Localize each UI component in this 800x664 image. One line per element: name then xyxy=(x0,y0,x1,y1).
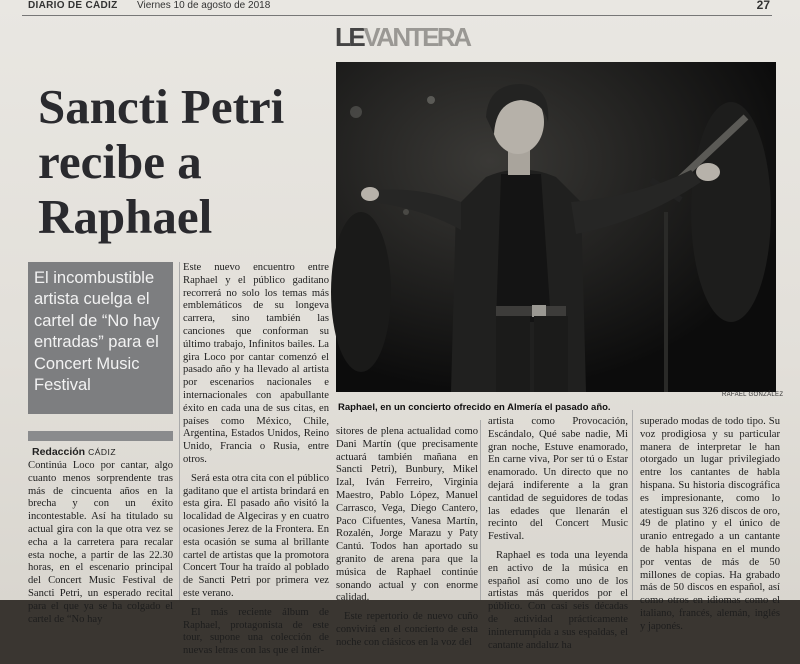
paragraph: superado modas de todo tipo. Su voz prodigiosa y su particular manera de interpretar le han otorgado un lugar privilegiado entre los cantantes de habla hispana. Su historia discográfica es impresionante, como lo atestiguan sus 326 discos de oro, 49 de platino y el único de uranio entregado a un cantante de habla hispana en el mundo por ventas de más de 50 millones de copias. Ha grabado más de 50 discos en español, así como otros en idiomas como el italiano, francés, alemán, inglés y japonés. xyxy=(640,416,780,632)
article-column-4 xyxy=(488,416,628,658)
column-divider xyxy=(632,410,633,600)
photo-credit: RAFAEL GONZÁLEZ xyxy=(722,392,784,398)
subhead: El incombustible artista cuelga el cartel de “No hay entradas” para el Concert Music Festival xyxy=(34,269,160,395)
page-header xyxy=(22,0,770,14)
paragraph: sitores de plena actualidad como Dani Martín (que precisamente actuará también mañana en Sancti Petri), Bunbury, Mikel Izal, Iván Ferreiro, Virginia Maestro, Pablo López, Manuel Carrasco, Vega, Diego Cantero, Paco Cifuentes, Vanesa Martín, Rozalén, Jorge Marazu y Paty Cantú. Todos han aportado su granito de arena para que la música de Raphael continúe sonando actual y con enorme calidad. xyxy=(336,426,478,604)
paragraph: Este repertorio de nuevo cuño convivirá en el concierto de esta noche con clásicos en la voz del xyxy=(336,611,478,648)
paragraph: Este nuevo encuentro entre Raphael y el público gaditano recorrerá no solo los temas más emblemáticos de su longeva carrera, sino también las canciones que conforman su último trabajo, Infinitos bailes. La gira Loco por cantar comenzó el pasado año y ha llevado al artista por escenarios nacionales e internacionales con apabullante éxito en cada una de sus citas, en países como México, Chile, Argentina, Estados Unidos, Reino Unido, Francia o Rusia, entre otros. xyxy=(183,262,329,465)
header-rule xyxy=(22,15,772,16)
column-divider xyxy=(480,420,481,600)
byline-rule xyxy=(28,431,173,441)
article-column-5 xyxy=(640,416,780,640)
page-number: 27 xyxy=(756,0,770,12)
newspaper-name: DIARIO DE CÁDIZ xyxy=(28,0,118,11)
headline-line: Sancti Petri xyxy=(38,79,285,134)
byline xyxy=(32,446,116,458)
paragraph: Será esta otra cita con el público gaditano que el artista brindará en esta gira. El pasado año visitó la localidad de Algeciras y en cuatro ocasiones Jerez de la Frontera. En esta ocasión se suma al brillante cartel de artistas que la promotora Concert Tour ha traído al poblado de Sancti Petri por primera vez este verano. xyxy=(183,472,329,599)
section-title xyxy=(335,22,469,53)
column-divider xyxy=(179,262,180,600)
headline-line: recibe a xyxy=(38,133,202,189)
headline-line: Raphael xyxy=(38,188,213,244)
paragraph: Raphael es toda una leyenda en activo de la música en español así como uno de los artistas más queridos por el público. Con casi seis décadas de actividad prácticamente ininterrumpida a sus espaldas, el cantante andaluz ha xyxy=(488,549,628,651)
photo-caption: Raphael, en un concierto ofrecido en Almería el pasado año. xyxy=(338,402,611,413)
article-column-2 xyxy=(183,262,329,664)
headline xyxy=(38,80,333,245)
issue-date: Viernes 10 de agosto de 2018 xyxy=(137,0,271,11)
paragraph: Continúa Loco por cantar, algo cuanto menos sorprendente tras más de cincuenta años en la brecha y con un éxito incontestable. Así ha titulado su actual gira con la que otra vez se echa a la carretera para recalar esta noche, a partir de las 22.30 horas, en el escenario principal del Concert Music Festival de Sancti Petri, un esperado recital para el que ya se ha colgado el cartel de “No hay xyxy=(28,460,173,625)
section-title-light: LE xyxy=(335,22,364,52)
article-column-3 xyxy=(336,426,478,656)
byline-author: Redacción xyxy=(32,446,86,458)
concert-photo xyxy=(336,62,776,392)
byline-location: CÁDIZ xyxy=(88,447,117,457)
paragraph: El más reciente álbum de Raphael, protagonista de este tour, supone una colección de nuevas letras con las que el intér- xyxy=(183,606,329,657)
raphael-photo-illustration xyxy=(336,62,776,392)
article-column-1 xyxy=(28,460,173,632)
section-title-dark: VANTERA xyxy=(363,22,470,52)
paragraph: artista como Provocación, Escándalo, Qué sabe nadie, Mi gran noche, Estuve enamorado, En carne viva, Por ser tú o Estar enamorado. Un directo que no dejará indiferente a la gran cantidad de seguidores de todas las edades que llenarán el recinto del Concert Music Festival. xyxy=(488,416,628,543)
